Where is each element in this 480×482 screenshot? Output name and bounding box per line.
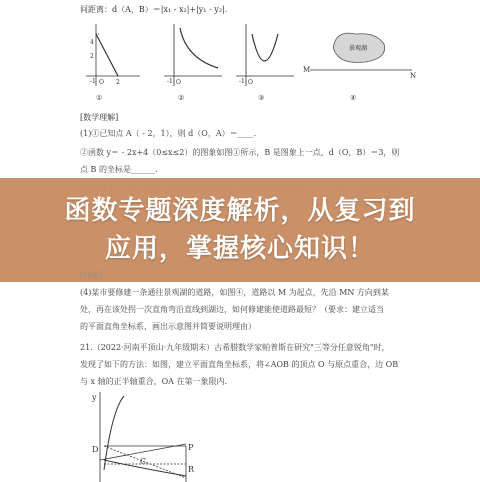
title-banner bbox=[0, 178, 480, 282]
figure-3 bbox=[236, 24, 294, 86]
svg-text:O: O bbox=[176, 79, 181, 86]
figure-1 bbox=[86, 24, 140, 86]
bottom-figure bbox=[0, 390, 480, 482]
point-c-label: C bbox=[140, 457, 147, 466]
point-n-label: N bbox=[410, 72, 417, 80]
figure-label-1: ① bbox=[96, 94, 103, 102]
point-r-label: R bbox=[188, 465, 195, 474]
svg-text:2: 2 bbox=[90, 53, 94, 60]
point-p-label: P bbox=[188, 443, 194, 452]
svg-text:O: O bbox=[248, 79, 253, 86]
top-line: 间距离：d（A，B）＝|x₁ - x₂|+|y₁ - y₂|. bbox=[80, 5, 228, 14]
svg-text:O: O bbox=[99, 79, 104, 86]
figure-label-4: ④ bbox=[350, 94, 357, 102]
question-21-line-2: 发现了如下的方法：如图，建立平面直角坐标系，将∠AOB 的顶点 O 与原点重合，边 OB bbox=[80, 360, 399, 369]
point-d-label: D bbox=[92, 445, 99, 454]
question-4-line-2: 处，再在该处拐一次直角弯沿直线到湖边，如何修建能使道路最短？（要求：建立适当 bbox=[80, 305, 384, 314]
figure-2 bbox=[164, 24, 222, 86]
question-label-partial: [问题] bbox=[80, 271, 103, 280]
svg-text:4: 4 bbox=[90, 39, 94, 46]
question-2-line-1: ②函数 y＝ - 2x+4（0≤x≤2）的图象如图①所示，B 是图象上一点，d（O，B）＝3，则 bbox=[80, 148, 400, 157]
lake-label: 景观湖 bbox=[348, 45, 368, 52]
question-21-line-1: 21.（2022·河南平顶山·九年级期末）古希腊数学家帕普斯在研究"三等分任意锐角"时， bbox=[80, 343, 390, 352]
svg-text:-1: -1 bbox=[239, 78, 245, 85]
section-title: [数学理解] bbox=[80, 113, 119, 122]
question-4-line-3: 的平面直角坐标系，画出示意图并简要说明理由） bbox=[80, 322, 256, 331]
figure-label-2: ② bbox=[178, 94, 185, 102]
svg-text:-1: -1 bbox=[167, 78, 173, 85]
point-m-label: M bbox=[303, 66, 311, 74]
figure-row bbox=[0, 14, 480, 124]
question-1: (1)①已知点 A（ - 2，1），则 d（O，A）＝____. bbox=[80, 129, 257, 138]
axis-y-label: y bbox=[92, 393, 97, 402]
svg-text:-1: -1 bbox=[90, 78, 96, 85]
question-2-line-2: 点 B 的坐标是______. bbox=[80, 165, 158, 174]
question-21-line-3: 与 x 轴的正半轴重合，OA 在第一象限内. bbox=[80, 377, 228, 386]
question-4-line-1: (4)某市要修建一条通往景观湖的道路，如图④，道路以 M 为起点，先沿 MN 方向到某 bbox=[80, 288, 389, 297]
banner-line-1: 函数专题深度解析，从复习到 bbox=[64, 196, 416, 226]
figure-label-3: ③ bbox=[258, 94, 265, 102]
svg-text:2: 2 bbox=[116, 79, 120, 86]
banner-line-2: 应用，掌握核心知识！ bbox=[104, 234, 375, 264]
